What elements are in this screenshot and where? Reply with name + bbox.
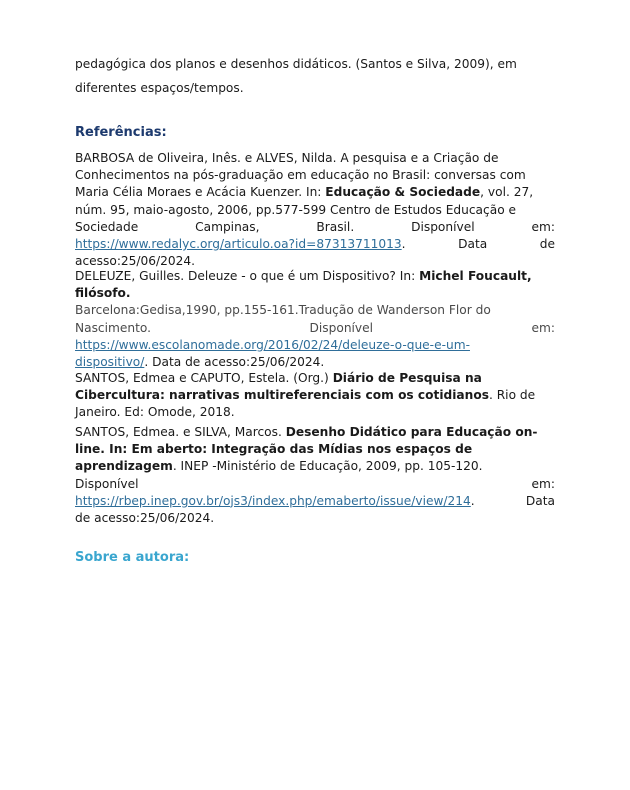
intro-paragraph <box>75 52 555 100</box>
ref2-line-5 <box>75 337 555 354</box>
ref1-line-4: núm. 95, maio-agosto, 2006, pp.577-599 Centro de Estudos Educação e <box>75 202 517 217</box>
ref1-journal: Educação & Sociedade <box>325 185 481 200</box>
ref3-title: Diário de Pesquisa na <box>332 371 482 385</box>
ref3-line-2: Cibercultura: narrativas multireferenciais com os cotidianos. Rio de <box>75 388 536 403</box>
ref1-line-2: Conhecimentos na pós-graduação em educação no Brasil: conversas com <box>75 168 526 183</box>
ref4-url-link[interactable]: https://rbep.inep.gov.br/ojs3/index.php/emaberto/issue/view/214 <box>75 493 471 508</box>
ref1-line-1: BARBOSA de Oliveira, Inês. e ALVES, Nilda. A pesquisa e a Criação de <box>75 151 499 165</box>
references-heading: Referências: <box>75 125 167 140</box>
ref1-url-link[interactable]: https://www.redalyc.org/articulo.oa?id=87313711013 <box>75 237 402 252</box>
ref1-line-6: https://www.redalyc.org/articulo.oa?id=87313711013. Data de <box>75 237 555 252</box>
reference-santos-caputo <box>75 370 555 422</box>
ref3-line-1: SANTOS, Edmea e CAPUTO, Estela. (Org.) Diário de Pesquisa na <box>75 371 482 385</box>
ref2-url-link[interactable]: https://www.escolanomade.org/2016/02/24/deleuze-o-que-e-um- <box>75 337 470 352</box>
ref2-title: Michel Foucault, <box>419 269 532 283</box>
reference-barbosa <box>75 150 555 270</box>
ref4-line-4: Disponível em: <box>75 476 555 491</box>
ref1-line-3: Maria Célia Moraes e Acácia Kuenzer. In: Educação & Sociedade, vol. 27, <box>75 185 534 200</box>
ref2-line-2: filósofo. <box>75 286 131 301</box>
ref1-line-7: acesso:25/06/2024. <box>75 254 196 269</box>
ref4-line-6: de acesso:25/06/2024. <box>75 511 215 526</box>
ref2-url-link-cont[interactable]: dispositivo/ <box>75 355 145 370</box>
ref1-line-5: Sociedade Campinas, Brasil. Disponível em: <box>75 219 555 234</box>
ref2-line-3: Barcelona:Gedisa,1990, pp.155-161.Tradução de Wanderson Flor do <box>75 303 491 318</box>
ref4-line-2: line. In: Em aberto: Integração das Mídias nos espaços de <box>75 442 473 457</box>
ref2-line-4: Nascimento. Disponível em: <box>75 320 555 335</box>
reference-santos-silva <box>75 424 555 527</box>
ref4-line-5: https://rbep.inep.gov.br/ojs3/index.php/emaberto/issue/view/214. Data <box>75 493 555 508</box>
intro-line-1: pedagógica dos planos e desenhos didáticos. (Santos e Silva, 2009), em <box>75 57 517 71</box>
ref2-line-6: dispositivo/. Data de acesso:25/06/2024. <box>75 355 325 370</box>
intro-line-2: diferentes espaços/tempos. <box>75 81 244 95</box>
ref4-line-3: aprendizagem. INEP -Ministério de Educação, 2009, pp. 105-120. <box>75 459 483 474</box>
ref3-line-3: Janeiro. Ed: Omode, 2018. <box>75 405 235 420</box>
reference-deleuze <box>75 268 555 371</box>
ref4-title: Desenho Didático para Educação on- <box>285 425 538 439</box>
ref2-line-1: DELEUZE, Guilles. Deleuze - o que é um Dispositivo? In: Michel Foucault, <box>75 269 532 283</box>
author-heading: Sobre a autora: <box>75 550 190 565</box>
ref4-line-1: SANTOS, Edmea. e SILVA, Marcos. Desenho Didático para Educação on- <box>75 425 538 439</box>
